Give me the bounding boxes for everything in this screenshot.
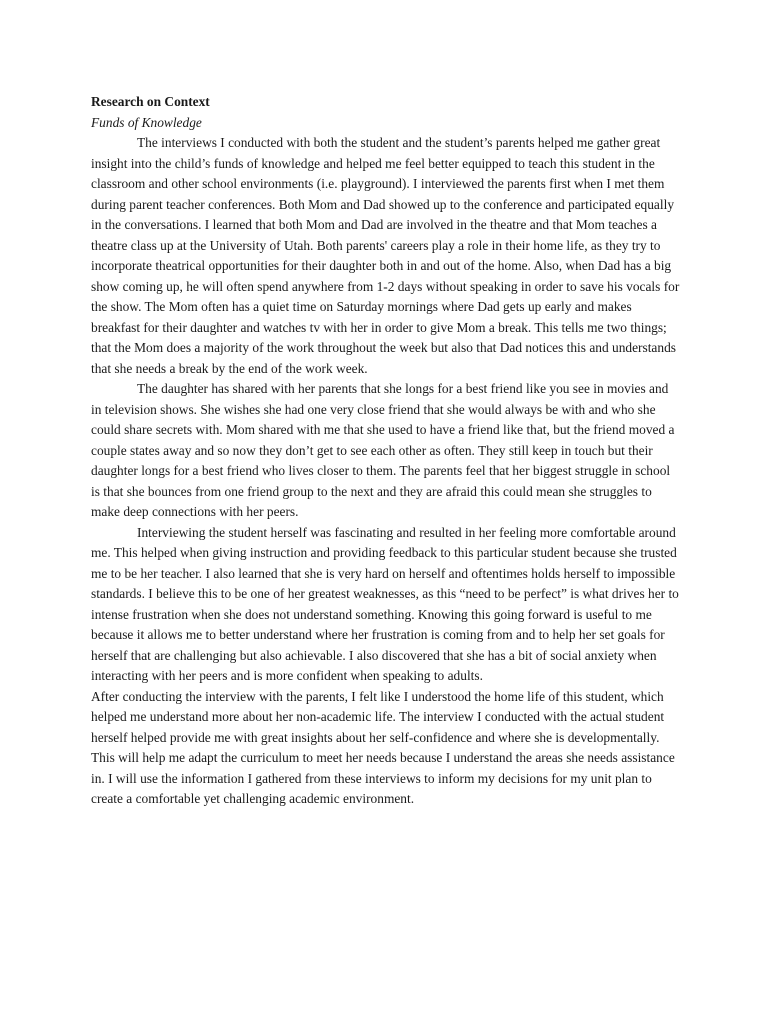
paragraph-funds-of-knowledge: The interviews I conducted with both the student and the student’s parents helped me gather great insight into the child’s funds of knowledge and helped me feel better equipped to teach this student in the classroom and other school environments (i.e. playground). I interviewed the parents first when I met them during parent teacher conferences. Both Mom and Dad showed up to the conference and participated equally in the conversations. I learned that both Mom and Dad are involved in the theatre and that Mom teaches a theatre class up at the University of Utah. Both parents' careers play a role in their home life, as they try to incorporate theatrical opportunities for their daughter both in and out of the home. Also, when Dad has a big show coming up, he will often spend anywhere from 1-2 days without speaking in order to save his vocals for the show. The Mom often has a quiet time on Saturday mornings where Dad gets up early and makes breakfast for their daughter and watches tv with her in order to give Mom a break. This tells me two things; that the Mom does a majority of the work throughout the week but also that Dad notices this and understands that she needs a break by the end of the work week. [91, 135, 680, 376]
section-title: Research on Context [91, 94, 210, 109]
document-page [91, 92, 681, 810]
paragraph-student-interview: Interviewing the student herself was fascinating and resulted in her feeling more comfortable around me. This helped when giving instruction and providing feedback to this particular student because she trusted me to be her teacher. I also learned that she is very hard on herself and oftentimes holds herself to impossible standards. I believe this to be one of her greatest weaknesses, as this “need to be perfect” is what drives her to intense frustration when she does not understand something. Knowing this going forward is useful to me because it allows me to better understand where her frustration is coming from and to help her set goals for herself that are challenging but also achievable. I also discovered that she has a bit of social anxiety when interacting with her peers and is more confident when speaking to adults. [91, 524, 679, 683]
paragraph-conclusion: After conducting the interview with the parents, I felt like I understood the home life of this student, which helped me understand more about her non-academic life. The interview I conducted with the actual student herself helped provide me with great insights about her self-confidence and where she is developmentally. This will help me adapt the curriculum to meet her needs because I understand the areas she needs assistance in. I will use the information I gathered from these interviews to inform my decisions for my unit plan to create a comfortable yet challenging academic environment. [91, 688, 675, 806]
paragraph-best-friend: The daughter has shared with her parents that she longs for a best friend like you see in movies and in television shows. She wishes she had one very close friend that she would always be with and who she could share secrets with. Mom shared with me that she used to have a friend like that, but the friend moved a couple states away and so now they don’t get to see each other as often. They still keep in touch but their daughter longs for a best friend who lives closer to them. The parents feel that her biggest struggle in school is that she bounces from one friend group to the next and they are afraid this could mean she struggles to make deep connections with her peers. [91, 381, 675, 519]
subsection-title: Funds of Knowledge [91, 114, 202, 130]
